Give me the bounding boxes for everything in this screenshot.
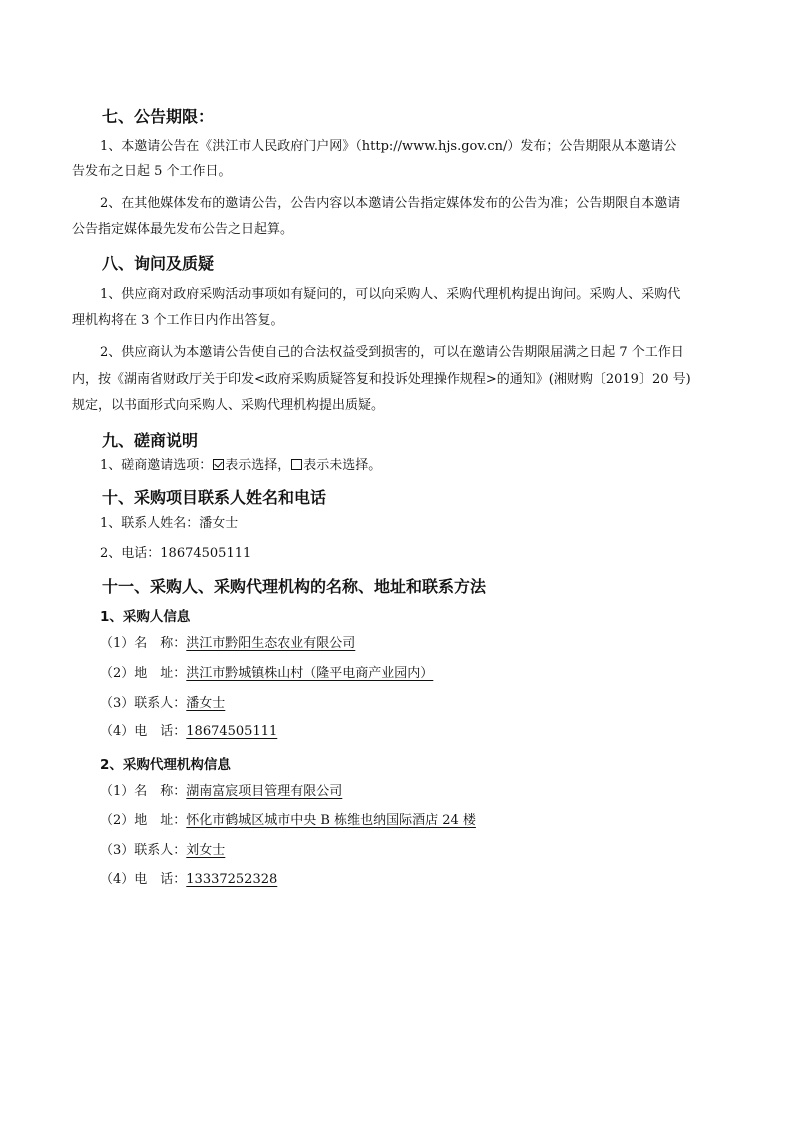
s10-phone-label: 2、电话： [100, 546, 161, 561]
section-9-heading: 九、磋商说明 [102, 431, 199, 450]
section-11-heading: 十一、采购人、采购代理机构的名称、地址和联系方法 [102, 577, 487, 596]
checked-box-icon [213, 459, 224, 470]
section-8-heading: 八、询问及质疑 [102, 254, 215, 273]
agency-phone-value: 13337252328 [186, 872, 278, 887]
purchaser-phone-label: （4）电 话： [100, 724, 187, 739]
s8-p2-line2: 内，按《湖南省财政厅关于印发<政府采购质疑答复和投诉处理操作规程>的通知》(湘财购〔2019〕20 号) [72, 372, 691, 387]
s9-p1 [100, 458, 381, 474]
purchaser-phone-row [100, 724, 277, 740]
agency-contact-label: （3）联系人： [100, 843, 187, 858]
purchaser-address-row [100, 666, 433, 682]
s7-p2-line1: 2、在其他媒体发布的邀请公告，公告内容以本邀请公告指定媒体发布的公告为准；公告期限自本邀请 [100, 196, 681, 211]
s8-p2-line3: 规定，以书面形式向采购人、采购代理机构提出质疑。 [72, 398, 385, 413]
agency-contact-value: 刘女士 [186, 843, 226, 858]
s10-contact [100, 516, 238, 532]
s8-p1-line2: 理机构将在 3 个工作日内作出答复。 [72, 313, 284, 328]
s7-p1-line1: 1、本邀请公告在《洪江市人民政府门户网》（http://www.hjs.gov.cn/）发布；公告期限从本邀请公 [100, 139, 677, 154]
purchaser-name-label: （1）名 称： [100, 636, 187, 651]
purchaser-contact-value: 潘女士 [186, 696, 226, 711]
s9-unchecked-text: 表示未选择。 [303, 458, 382, 473]
agency-name-value: 湖南富宸项目管理有限公司 [186, 784, 343, 799]
purchaser-address-label: （2）地 址： [100, 666, 187, 681]
s7-p1-line2: 告发布之日起 5 个工作日。 [72, 164, 232, 179]
purchaser-address-value: 洪江市黔城镇株山村（隆平电商产业园内） [186, 666, 434, 681]
agency-phone-row [100, 872, 277, 888]
s9-p1-prefix: 1、磋商邀请选项： [100, 458, 213, 473]
s8-p1-line1: 1、供应商对政府采购活动事项如有疑问的，可以向采购人、采购代理机构提出询问。采购人、采购代 [100, 287, 681, 302]
section-10-heading: 十、采购项目联系人姓名和电话 [102, 488, 327, 507]
s10-contact-label: 1、联系人姓名： [100, 516, 200, 531]
s10-contact-value: 潘女士 [199, 516, 239, 531]
s10-phone [100, 546, 251, 562]
agency-address-row [100, 813, 476, 829]
unchecked-box-icon [291, 459, 302, 470]
section-7-heading: 七、公告期限： [102, 107, 215, 126]
agency-name-row [100, 784, 342, 800]
agency-info-title: 2、采购代理机构信息 [100, 757, 231, 773]
purchaser-info-title: 1、采购人信息 [100, 609, 191, 625]
agency-address-value: 怀化市鹤城区城市中央 B 栋维也纳国际酒店 24 楼 [186, 813, 476, 828]
s9-checked-text: 表示选择， [225, 458, 291, 473]
purchaser-name-row [100, 636, 355, 652]
s8-p2-line1: 2、供应商认为本邀请公告使自己的合法权益受到损害的，可以在邀请公告期限届满之日起 7 个工作日 [100, 345, 684, 360]
purchaser-contact-label: （3）联系人： [100, 696, 187, 711]
agency-address-label: （2）地 址： [100, 813, 187, 828]
agency-name-label: （1）名 称： [100, 784, 187, 799]
s7-p2-line2: 公告指定媒体最先发布公告之日起算。 [72, 222, 294, 237]
agency-contact-row [100, 843, 225, 859]
s10-phone-value: 18674505111 [160, 546, 252, 561]
purchaser-contact-row [100, 696, 225, 712]
purchaser-name-value: 洪江市黔阳生态农业有限公司 [186, 636, 356, 651]
agency-phone-label: （4）电 话： [100, 872, 187, 887]
purchaser-phone-value: 18674505111 [186, 724, 278, 739]
